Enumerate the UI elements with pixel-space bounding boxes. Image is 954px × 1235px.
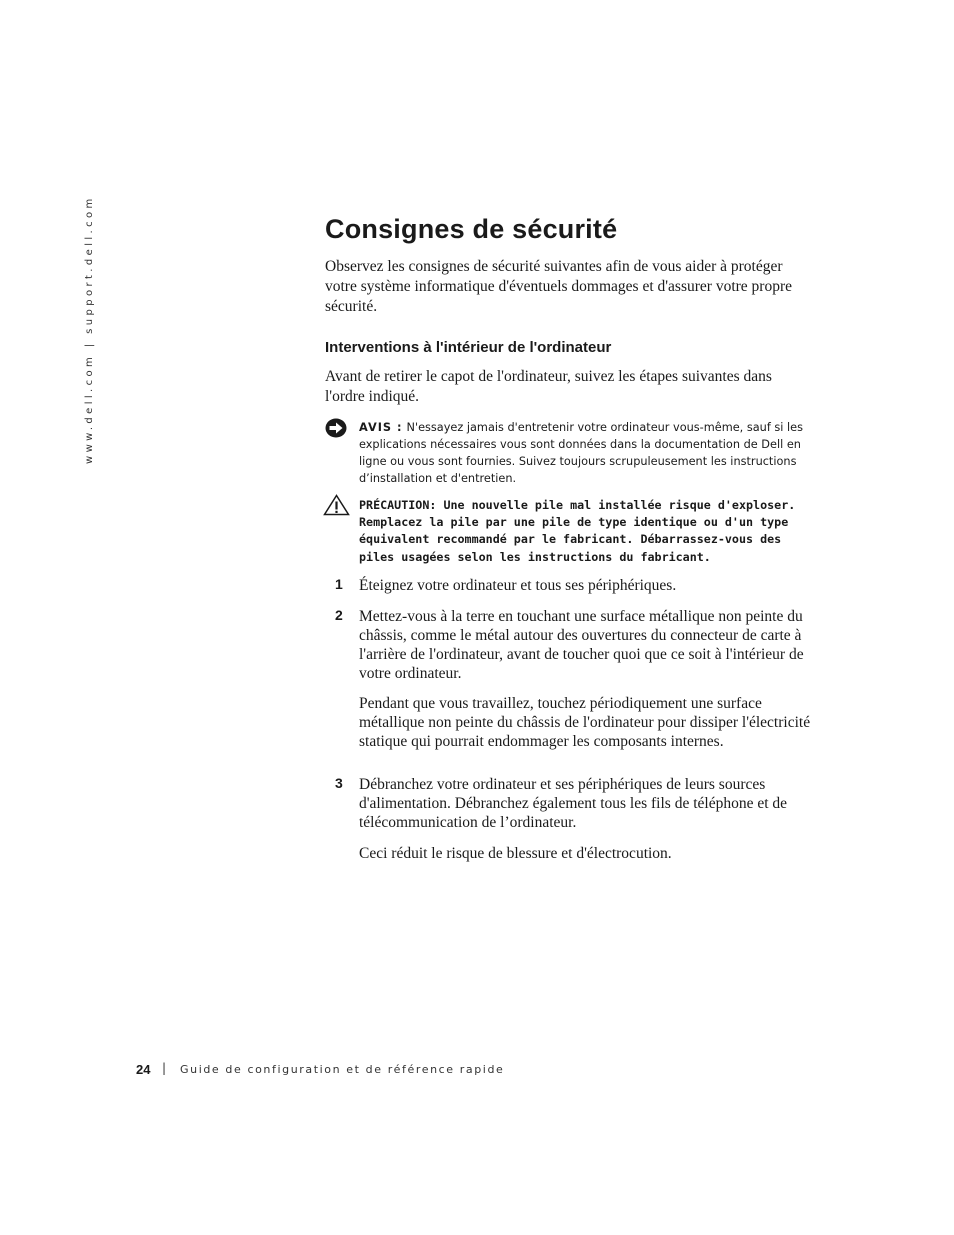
section-heading: Interventions à l'intérieur de l'ordinateur [325, 339, 612, 356]
step-text: Éteignez votre ordinateur et tous ses périphériques. [359, 577, 677, 594]
page-title: Consignes de sécurité [325, 214, 618, 244]
step-text: Débranchez votre ordinateur et ses périphériques de leurs sources d'alimentation. Débranchez également tous les fils de téléphone et de télécommunication de l’ordinateur. [359, 776, 788, 831]
sidebar-url: www.dell.com | support.dell.com [84, 195, 95, 464]
section-intro-paragraph: Avant de retirer le capot de l'ordinateur, suivez les étapes suivantes dans l'ordre indiqué. [325, 368, 772, 405]
notice-label: AVIS : [359, 421, 403, 434]
step-number: 2 [335, 607, 343, 623]
footer-page-number: 24 [136, 1062, 151, 1077]
footer-title: Guide de configuration et de référence rapide [180, 1063, 505, 1076]
intro-paragraph: Observez les consignes de sécurité suivantes afin de vous aider à protéger votre système informatique d'éventuels dommages et d'assurer votre propre sécurité. [325, 258, 792, 315]
step-text: Mettez-vous à la terre en touchant une surface métallique non peinte du châssis, comme le métal autour des ouvertures du connecteur de carte à l'arrière de l'ordinateur, avant de toucher quoi que ce soit à l'intérieur de votre ordinateur. [359, 608, 804, 682]
caution-triangle-icon [323, 494, 350, 516]
notice-block [359, 419, 811, 487]
step-number: 3 [335, 775, 343, 791]
caution-text: PRÉCAUTION: Une nouvelle pile mal installée risque d'exploser. Remplacez la pile par une pile de type identique ou d'un type équivalent recommandé par le fabricant. Débarrassez-vous des piles usagées selon les instructions du fabricant. [359, 498, 796, 564]
step-note: Ceci réduit le risque de blessure et d'électrocution. [359, 845, 672, 862]
step-number: 1 [335, 576, 343, 592]
notice-arrow-icon [325, 418, 347, 438]
step-note: Pendant que vous travaillez, touchez périodiquement une surface métallique non peinte du châssis de l'ordinateur pour dissiper l'électricité statique qui pourrait endommager les composants internes. [359, 695, 811, 750]
footer-separator: | [162, 1061, 167, 1075]
notice-text: N'essayez jamais d'entretenir votre ordinateur vous-même, sauf si les explications nécessaires vous sont données dans la documentation de Dell en ligne ou vous sont fournies. Suivez toujours scrupuleusement les instructions d’installation et d'entretien. [359, 421, 803, 485]
